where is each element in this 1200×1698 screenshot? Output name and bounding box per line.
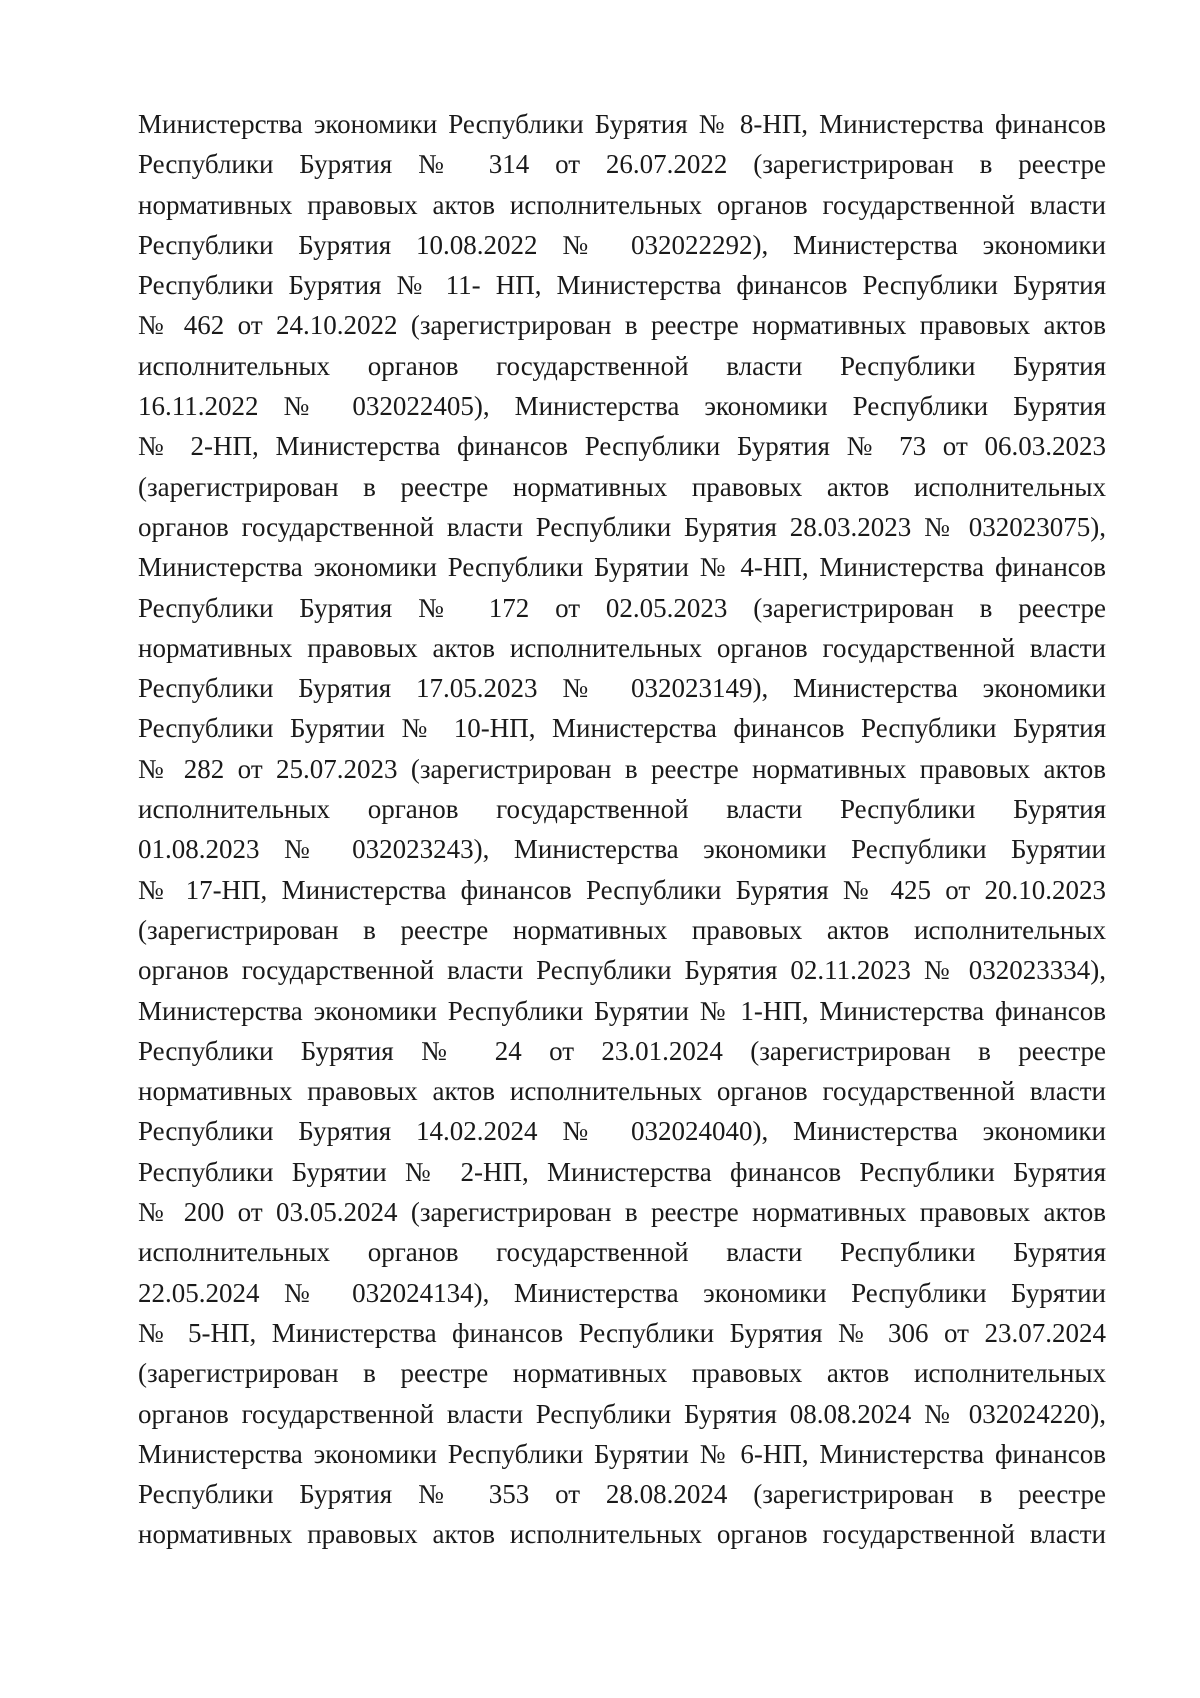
text-line: Республики Бурятия № 24 от 23.01.2024 (зарегистрирован в реестре bbox=[138, 1035, 1106, 1066]
text-line: нормативных правовых актов исполнительных органов государственной власти bbox=[138, 189, 1106, 220]
text-line: исполнительных органов государственной власти Республики Бурятия bbox=[138, 794, 1106, 825]
text-line: органов государственной власти Республики Бурятия 02.11.2023 № 032023334), bbox=[138, 955, 1106, 986]
text-line: Министерства экономики Республики Бурятии № 6-НП, Министерства финансов bbox=[138, 1438, 1106, 1469]
text-line: 01.08.2023 № 032023243), Министерства экономики Республики Бурятии bbox=[138, 834, 1106, 865]
text-line: № 5-НП, Министерства финансов Республики Бурятия № 306 от 23.07.2024 bbox=[138, 1317, 1106, 1348]
text-line: № 17-НП, Министерства финансов Республики Бурятия № 425 от 20.10.2023 bbox=[138, 874, 1106, 905]
text-line: нормативных правовых актов исполнительных органов государственной власти bbox=[138, 1519, 1106, 1550]
text-line: Республики Бурятия № 353 от 28.08.2024 (зарегистрирован в реестре bbox=[138, 1479, 1106, 1510]
text-line: Министерства экономики Республики Бурятия № 8-НП, Министерства финансов bbox=[138, 109, 1106, 139]
text-line: Республики Бурятия № 172 от 02.05.2023 (зарегистрирован в реестре bbox=[138, 592, 1106, 623]
text-line: органов государственной власти Республики Бурятия 08.08.2024 № 032024220), bbox=[138, 1398, 1106, 1429]
text-line: 22.05.2024 № 032024134), Министерства экономики Республики Бурятии bbox=[138, 1277, 1106, 1308]
text-line: Республики Бурятия № 11- НП, Министерства финансов Республики Бурятия bbox=[138, 270, 1106, 301]
text-line: № 282 от 25.07.2023 (зарегистрирован в реестре нормативных правовых актов bbox=[138, 753, 1106, 784]
text-line: (зарегистрирован в реестре нормативных правовых актов исполнительных bbox=[138, 1358, 1106, 1389]
text-line: нормативных правовых актов исполнительных органов государственной власти bbox=[138, 632, 1106, 663]
text-line: Министерства экономики Республики Бурятии № 4-НП, Министерства финансов bbox=[138, 552, 1106, 583]
text-line: исполнительных органов государственной власти Республики Бурятия bbox=[138, 350, 1106, 381]
text-line: исполнительных органов государственной власти Республики Бурятия bbox=[138, 1237, 1106, 1268]
text-line: Республики Бурятия 10.08.2022 № 032022292), Министерства экономики bbox=[138, 229, 1106, 260]
text-line: Республики Бурятия 17.05.2023 № 032023149), Министерства экономики bbox=[138, 673, 1106, 704]
text-line: № 462 от 24.10.2022 (зарегистрирован в реестре нормативных правовых актов bbox=[138, 310, 1106, 341]
text-line: Республики Бурятия № 314 от 26.07.2022 (зарегистрирован в реестре bbox=[138, 149, 1106, 180]
document-body-text bbox=[138, 104, 1106, 1555]
text-line: № 2-НП, Министерства финансов Республики Бурятия № 73 от 06.03.2023 bbox=[138, 431, 1106, 462]
text-line: Министерства экономики Республики Бурятии № 1-НП, Министерства финансов bbox=[138, 995, 1106, 1026]
text-line: Республики Бурятии № 10-НП, Министерства финансов Республики Бурятия bbox=[138, 713, 1106, 744]
text-line: Республики Бурятии № 2-НП, Министерства финансов Республики Бурятия bbox=[138, 1156, 1106, 1187]
text-line: № 200 от 03.05.2024 (зарегистрирован в реестре нормативных правовых актов bbox=[138, 1197, 1106, 1228]
text-line: Республики Бурятия 14.02.2024 № 032024040), Министерства экономики bbox=[138, 1116, 1106, 1147]
text-line: 16.11.2022 № 032022405), Министерства экономики Республики Бурятия bbox=[138, 391, 1106, 422]
text-line: нормативных правовых актов исполнительных органов государственной власти bbox=[138, 1076, 1106, 1107]
text-line: органов государственной власти Республики Бурятия 28.03.2023 № 032023075), bbox=[138, 511, 1106, 542]
text-line: (зарегистрирован в реестре нормативных правовых актов исполнительных bbox=[138, 471, 1106, 502]
text-line: (зарегистрирован в реестре нормативных правовых актов исполнительных bbox=[138, 914, 1106, 945]
